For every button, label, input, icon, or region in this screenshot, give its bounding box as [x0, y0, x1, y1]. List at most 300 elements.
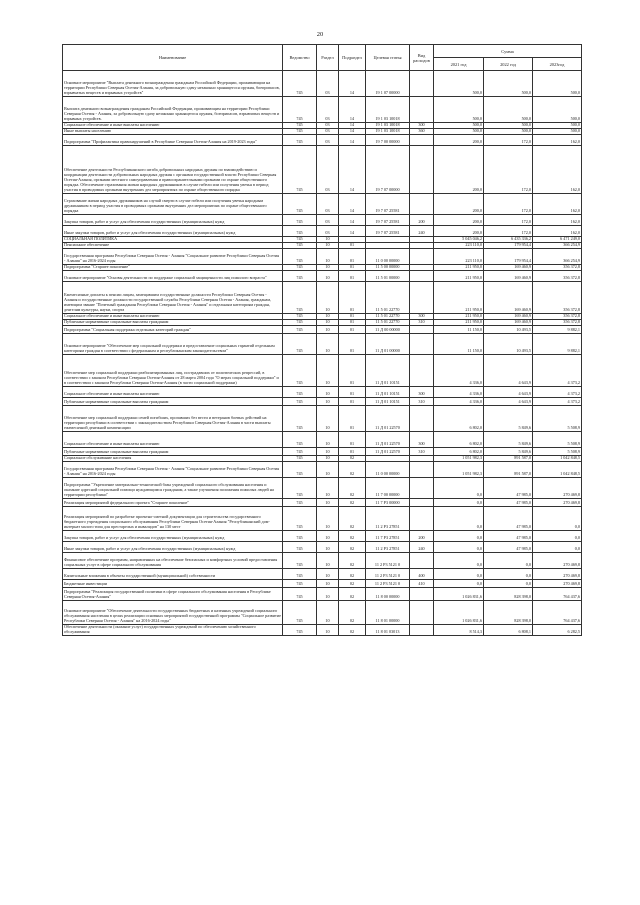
row-name: Основное мероприятие "Обеспечение мер социальной поддержки и предоставление социальных гарантий отдельным категориям граждан в соответствии с федеральным и республиканским законодательством" [63, 334, 283, 355]
row-name: Закупка товаров, работ и услуг для обеспечения государственных (муниципальных) нужд [63, 531, 283, 542]
row-sum-2022: 500,0 [484, 129, 533, 135]
table-row [63, 507, 582, 531]
row-sum-2021: 211 950,0 [434, 265, 484, 271]
row-expense-kind [410, 146, 434, 194]
row-section: 10 [317, 478, 339, 499]
row-expense-kind: 300 [410, 432, 434, 448]
row-sum-2023: 162,0 [533, 215, 582, 226]
row-sum-2022: 891 587,0 [484, 462, 533, 478]
row-section: 10 [317, 542, 339, 553]
row-sum-2023: 764 437,6 [533, 601, 582, 625]
row-sum-2021: 0,0 [434, 507, 484, 531]
row-name: Обеспечение деятельности Республиканского штаба добровольных народных дружин по взаимодействию и координации деятельности добровольных народных дружин с органами государственной власти Республики Северная Осетия-Алания, органами местного самоуправления и правоохранительными органами по охране общественного порядка. Обеспечение страхования жизни народных дружинников в случае гибели или получения увечья в период участия в проводимых органами внутренних дел мероприятиях по охране общественного порядка [63, 146, 283, 194]
row-name: Социальное обеспечение и иные выплаты населению [63, 432, 283, 448]
row-sum-2023: 162,0 [533, 135, 582, 146]
row-expense-kind: 300 [410, 123, 434, 129]
row-sum-2022: 172,0 [484, 135, 533, 146]
row-name: Подпрограмма "Укрепление материально-технической базы учреждений социального обслуживания населения и оказание адресной социальной помощи нуждающимся гражданам, а также улучшения положения пожилых людей на территории республики" [63, 478, 283, 499]
row-sum-2021: 4 336,0 [434, 398, 484, 406]
row-section: 10 [317, 271, 339, 282]
row-ministry: 745 [283, 123, 317, 129]
row-ministry: 745 [283, 265, 317, 271]
row-subsection: 02 [339, 456, 366, 462]
row-expense-kind [410, 249, 434, 265]
row-subsection: 02 [339, 601, 366, 625]
row-ministry: 745 [283, 355, 317, 387]
row-sum-2021: 0,0 [434, 542, 484, 553]
row-name: Основное мероприятие "Основы деятельности по поддержке социальной защищенности лиц пожилого возраста" [63, 271, 283, 282]
row-sum-2023: 500,0 [533, 129, 582, 135]
row-name: Иные выплаты населению [63, 129, 283, 135]
row-ministry: 745 [283, 135, 317, 146]
row-target-article: 11 Д 01 10151 [366, 398, 410, 406]
row-sum-2021: 6 802,0 [434, 406, 484, 432]
table-row [63, 531, 582, 542]
row-expense-kind [410, 406, 434, 432]
row-sum-2022: 0,0 [484, 569, 533, 580]
row-ministry: 745 [283, 249, 317, 265]
row-sum-2022: 179 954,4 [484, 249, 533, 265]
table-row [63, 542, 582, 553]
table-row [63, 97, 582, 123]
table-row [63, 135, 582, 146]
row-sum-2022: 5 849,6 [484, 432, 533, 448]
row-sum-2021: 200,0 [434, 194, 484, 215]
row-expense-kind [410, 71, 434, 97]
row-sum-2023: 356 372,8 [533, 271, 582, 282]
row-name: Государственная программа Республики Северная Осетия - Алания "Социальное развитие Республики Северная Осетия - Алания" на 2016-2024 годы [63, 462, 283, 478]
row-name: Подпрограмма "Социальная поддержка отдельных категорий граждан" [63, 326, 283, 334]
row-ministry: 745 [283, 507, 317, 531]
row-section: 10 [317, 320, 339, 326]
row-section: 03 [317, 146, 339, 194]
row-target-article: 19 7 07 25581 [366, 226, 410, 237]
budget-table [62, 44, 582, 636]
row-ministry: 745 [283, 320, 317, 326]
row-sum-2022: 0,0 [484, 553, 533, 569]
row-section: 10 [317, 243, 339, 249]
row-sum-2021: 500,0 [434, 71, 484, 97]
row-section: 10 [317, 265, 339, 271]
row-sum-2021: 1 026 831,6 [434, 601, 484, 625]
table-row [63, 601, 582, 625]
row-subsection: 14 [339, 71, 366, 97]
row-ministry: 745 [283, 129, 317, 135]
table-row [63, 282, 582, 314]
row-subsection: 01 [339, 398, 366, 406]
row-sum-2022: 4 643,9 [484, 398, 533, 406]
row-ministry: 745 [283, 237, 317, 243]
row-section: 03 [317, 215, 339, 226]
row-sum-2022: 169 460,9 [484, 271, 533, 282]
row-target-article: 11 Д 01 22570 [366, 406, 410, 432]
row-ministry: 745 [283, 215, 317, 226]
row-expense-kind [410, 625, 434, 636]
table-row [63, 271, 582, 282]
row-name: Обеспечение мер социальной поддержки семей погибших, пропавших без вести и ветеранов боевых действий на территории республики в соответствии с законодательством Республики Северная Осетия-Алания в части выплаты ежемесячной денежной компенсации [63, 406, 283, 432]
row-subsection: 14 [339, 215, 366, 226]
row-section: 03 [317, 135, 339, 146]
row-name: Основное мероприятие "Обеспечение деятельности государственных бюджетных и казенных учреждений социального обслуживания населения в целях реализации основных мероприятий государственной программы "Социальное развитие Республики Северная Осетия - Алания" на 2016-2024 годы" [63, 601, 283, 625]
row-section: 10 [317, 507, 339, 531]
table-row [63, 462, 582, 478]
row-name: Публичные нормативные социальные выплаты гражданам [63, 320, 283, 326]
row-sum-2023: 0,0 [533, 531, 582, 542]
row-sum-2021: 200,0 [434, 146, 484, 194]
row-section: 03 [317, 123, 339, 129]
row-sum-2021: 0,0 [434, 499, 484, 507]
row-target-article: 11 Д 01 00000 [366, 334, 410, 355]
table-row [63, 406, 582, 432]
row-target-article: 11 Д 01 10151 [366, 387, 410, 398]
row-subsection: 02 [339, 507, 366, 531]
row-target-article: 11 5 00 00000 [366, 265, 410, 271]
row-sum-2021: 4 336,0 [434, 355, 484, 387]
row-section: 10 [317, 625, 339, 636]
row-subsection: 01 [339, 265, 366, 271]
row-section: 10 [317, 314, 339, 320]
row-sum-2023: 162,0 [533, 226, 582, 237]
row-sum-2022: 169 460,9 [484, 282, 533, 314]
row-sum-2022: 172,0 [484, 146, 533, 194]
row-ministry: 745 [283, 580, 317, 588]
row-sum-2022: 4 643,9 [484, 387, 533, 398]
header-section: Раздел [317, 45, 339, 71]
row-sum-2023: 356 372,8 [533, 282, 582, 314]
table-row [63, 553, 582, 569]
row-sum-2021: 1 051 982,3 [434, 462, 484, 478]
row-sum-2023: 270 469,8 [533, 499, 582, 507]
row-sum-2022: 828 398,0 [484, 588, 533, 601]
row-sum-2021: 500,0 [434, 129, 484, 135]
row-sum-2023: 0,0 [533, 542, 582, 553]
row-sum-2022: 169 460,9 [484, 314, 533, 320]
table-row [63, 569, 582, 580]
row-sum-2023: 270 469,8 [533, 569, 582, 580]
row-name: Закупка товаров, работ и услуг для обеспечения государственных (муниципальных) нужд [63, 215, 283, 226]
row-target-article: 19 1 03 10018 [366, 129, 410, 135]
table-row [63, 432, 582, 448]
row-subsection: 01 [339, 326, 366, 334]
row-target-article: 19 1 03 10018 [366, 123, 410, 129]
row-name: Подпрограмма "Реализация государственной политики в сфере социального обслуживания населения в Республике Северная Осетия-Алания" [63, 588, 283, 601]
row-expense-kind: 240 [410, 542, 434, 553]
row-section: 10 [317, 601, 339, 625]
row-sum-2023: 9 882,1 [533, 326, 582, 334]
row-expense-kind: 400 [410, 569, 434, 580]
row-section: 10 [317, 462, 339, 478]
row-section: 10 [317, 588, 339, 601]
row-section: 03 [317, 97, 339, 123]
row-target-article: 11 Д 00 00000 [366, 326, 410, 334]
row-expense-kind: 200 [410, 215, 434, 226]
row-subsection: 14 [339, 146, 366, 194]
row-sum-2021: 6 802,0 [434, 432, 484, 448]
row-sum-2022: 6 808,1 [484, 625, 533, 636]
row-sum-2022: 4 643,9 [484, 355, 533, 387]
row-target-article: 19 7 07 25581 [366, 215, 410, 226]
row-subsection: 02 [339, 625, 366, 636]
row-subsection: 01 [339, 387, 366, 398]
header-year-2022: 2022 год [484, 58, 533, 71]
row-subsection: 01 [339, 355, 366, 387]
row-sum-2022: 172,0 [484, 226, 533, 237]
row-name: Финансовое обеспечение программ, направленных на обеспечение безопасных и комфортных условий предоставления социальных услуг в сфере социального обслуживания [63, 553, 283, 569]
table-row [63, 387, 582, 398]
row-subsection: 02 [339, 580, 366, 588]
row-ministry: 745 [283, 97, 317, 123]
row-expense-kind [410, 355, 434, 387]
row-expense-kind [410, 588, 434, 601]
row-sum-2022: 6 435 336,2 [484, 237, 533, 243]
row-sum-2021: 500,0 [434, 123, 484, 129]
row-sum-2021: 211 950,0 [434, 282, 484, 314]
row-subsection: 01 [339, 243, 366, 249]
row-sum-2021: 211 950,0 [434, 271, 484, 282]
row-name: Социальное обеспечение и иные выплаты населению [63, 123, 283, 129]
row-sum-2023: 4 373,2 [533, 355, 582, 387]
row-target-article: 11 Д 01 22570 [366, 448, 410, 456]
row-subsection: 14 [339, 194, 366, 215]
row-ministry: 745 [283, 243, 317, 249]
table-row [63, 588, 582, 601]
row-sum-2023: 5 508,9 [533, 448, 582, 456]
row-ministry: 745 [283, 531, 317, 542]
table-row [63, 625, 582, 636]
row-subsection: 02 [339, 462, 366, 478]
row-subsection: 01 [339, 432, 366, 448]
row-sum-2023: 5 508,9 [533, 432, 582, 448]
row-expense-kind [410, 601, 434, 625]
table-row [63, 478, 582, 499]
row-section: 03 [317, 226, 339, 237]
row-name: Публичные нормативные социальные выплаты гражданам [63, 448, 283, 456]
table-row [63, 448, 582, 456]
row-section: 10 [317, 387, 339, 398]
row-ministry: 745 [283, 625, 317, 636]
row-ministry: 745 [283, 448, 317, 456]
row-name: Пенсионное обеспечение [63, 243, 283, 249]
row-expense-kind [410, 507, 434, 531]
row-name: Государственная программа Республики Северная Осетия - Алания "Социальное развитие Республики Северная Осетия - Алания" на 2016-2024 годы [63, 249, 283, 265]
row-ministry: 745 [283, 478, 317, 499]
row-name: Иные закупки товаров, работ и услуг для обеспечения государственных (муниципальных) нужд [63, 542, 283, 553]
row-section: 10 [317, 237, 339, 243]
row-sum-2022: 10 493,5 [484, 334, 533, 355]
table-row [63, 499, 582, 507]
row-target-article: 19 7 07 00000 [366, 146, 410, 194]
row-section: 03 [317, 71, 339, 97]
row-expense-kind [410, 499, 434, 507]
row-target-article: 11 8 00 00000 [366, 588, 410, 601]
row-expense-kind: 360 [410, 129, 434, 135]
row-sum-2021: 200,0 [434, 135, 484, 146]
row-sum-2022: 5 849,6 [484, 448, 533, 456]
row-ministry: 745 [283, 334, 317, 355]
row-name: Реализация мероприятий федерального проекта "Старшее поколение" [63, 499, 283, 507]
row-sum-2022: 0,0 [484, 580, 533, 588]
row-target-article: 19 1 03 10018 [366, 97, 410, 123]
row-target-article: 11 7 00 00000 [366, 478, 410, 499]
row-subsection: 01 [339, 320, 366, 326]
row-sum-2023: 764 437,6 [533, 588, 582, 601]
row-sum-2021: 4 336,0 [434, 387, 484, 398]
row-sum-2022: 47 985,0 [484, 507, 533, 531]
row-sum-2021: 8 514,3 [434, 625, 484, 636]
row-ministry: 745 [283, 406, 317, 432]
row-sum-2021: 0,0 [434, 478, 484, 499]
row-target-article: 11 5 01 22770 [366, 314, 410, 320]
row-target-article: 11 2 Р3 5121 0 [366, 569, 410, 580]
row-sum-2022: 500,0 [484, 123, 533, 129]
row-expense-kind: 240 [410, 226, 434, 237]
row-ministry: 745 [283, 569, 317, 580]
row-sum-2023: 270 469,8 [533, 580, 582, 588]
row-ministry: 745 [283, 542, 317, 553]
row-subsection: 14 [339, 129, 366, 135]
table-row [63, 334, 582, 355]
row-target-article: 11 2 Р3 27851 [366, 542, 410, 553]
row-section: 03 [317, 129, 339, 135]
row-expense-kind: 310 [410, 320, 434, 326]
row-expense-kind [410, 194, 434, 215]
row-ministry: 745 [283, 271, 317, 282]
row-sum-2021: 211 950,0 [434, 314, 484, 320]
row-ministry: 745 [283, 326, 317, 334]
row-ministry: 745 [283, 387, 317, 398]
row-section: 10 [317, 406, 339, 432]
row-subsection: 01 [339, 448, 366, 456]
row-name: Реализация мероприятий по разработке проектно-сметной документации для строительства государственного бюджетного учреждения социального обслуживания Республики Северная Осетия-Алания "Республиканский дом-интернат малого типа для престарелых и инвалидов" на 130 мест [63, 507, 283, 531]
row-subsection: 01 [339, 271, 366, 282]
row-sum-2023: 6 282,5 [533, 625, 582, 636]
table-body [63, 71, 582, 636]
row-sum-2022: 179 954,4 [484, 243, 533, 249]
header-name: Наименование [63, 45, 283, 71]
row-expense-kind [410, 478, 434, 499]
table-row [63, 146, 582, 194]
row-expense-kind [410, 462, 434, 478]
row-sum-2023: 162,0 [533, 146, 582, 194]
row-sum-2023: 6 471 249,0 [533, 237, 582, 243]
row-expense-kind [410, 135, 434, 146]
row-name: Капитальные вложения в объекты государственной (муниципальной) собственности [63, 569, 283, 580]
row-section: 10 [317, 282, 339, 314]
row-section: 10 [317, 326, 339, 334]
row-name: СОЦИАЛЬНАЯ ПОЛИТИКА [63, 237, 283, 243]
row-target-article: 11 5 01 22770 [366, 320, 410, 326]
row-name: Социальное обеспечение и иные выплаты населению [63, 314, 283, 320]
row-name: Обеспечение деятельности (оказание услуг) государственных учреждений по обеспечению хозяйственного обслуживания [63, 625, 283, 636]
row-name: Обеспечение мер социальной поддержки реабилитированных лиц, пострадавших от политических репрессий, в соответствии с законом Республики Северная Осетия-Алания от 28 марта 2004 года "О мерах социальной поддержки" и в соответствии с законом Республики Северная Осетия-Алания (в части социальной поддержки) [63, 355, 283, 387]
row-sum-2021: 211 950,0 [434, 320, 484, 326]
row-subsection: 14 [339, 135, 366, 146]
row-ministry: 745 [283, 146, 317, 194]
row-ministry: 745 [283, 456, 317, 462]
row-sum-2022: 47 985,0 [484, 531, 533, 542]
row-target-article: 11 Д 01 22570 [366, 432, 410, 448]
row-subsection: 01 [339, 334, 366, 355]
row-sum-2023: 356 372,8 [533, 314, 582, 320]
row-subsection: 02 [339, 569, 366, 580]
row-sum-2021: 0,0 [434, 569, 484, 580]
table-row [63, 326, 582, 334]
row-sum-2023: 162,0 [533, 194, 582, 215]
header-year-2023: 2023год [533, 58, 582, 71]
row-sum-2021: 0,0 [434, 553, 484, 569]
row-sum-2023: 5 508,9 [533, 406, 582, 432]
row-target-article: 11 0 00 00000 [366, 249, 410, 265]
row-sum-2023: 1 042 848,5 [533, 456, 582, 462]
header-expense-kind: Вид расходов [410, 45, 434, 71]
row-section: 10 [317, 355, 339, 387]
row-section: 10 [317, 249, 339, 265]
row-ministry: 745 [283, 553, 317, 569]
row-sum-2023: 356 372,8 [533, 320, 582, 326]
row-sum-2022: 500,0 [484, 71, 533, 97]
row-section: 10 [317, 499, 339, 507]
row-expense-kind: 300 [410, 387, 434, 398]
row-ministry: 745 [283, 71, 317, 97]
row-target-article: 11 Д 01 10151 [366, 355, 410, 387]
row-sum-2022: 172,0 [484, 215, 533, 226]
page-number: 20 [316, 31, 324, 38]
table-row [63, 194, 582, 215]
row-sum-2022: 10 493,5 [484, 326, 533, 334]
row-sum-2021: 11 150,0 [434, 334, 484, 355]
row-subsection: 01 [339, 314, 366, 320]
table-row [63, 398, 582, 406]
row-target-article: 11 2 Р3 5121 0 [366, 553, 410, 569]
row-sum-2021: 11 150,0 [434, 326, 484, 334]
row-sum-2021: 200,0 [434, 215, 484, 226]
row-subsection: 01 [339, 282, 366, 314]
row-sum-2023: 366 254,9 [533, 249, 582, 265]
row-name: Социальное обслуживание населения [63, 456, 283, 462]
row-expense-kind [410, 334, 434, 355]
table-row [63, 226, 582, 237]
row-sum-2022: 500,0 [484, 97, 533, 123]
row-ministry: 745 [283, 432, 317, 448]
row-sum-2022: 169 460,9 [484, 265, 533, 271]
row-section: 10 [317, 456, 339, 462]
row-expense-kind: 310 [410, 398, 434, 406]
row-name: Бюджетные инвестиции [63, 580, 283, 588]
row-subsection: 02 [339, 531, 366, 542]
row-sum-2023: 270 469,8 [533, 553, 582, 569]
row-subsection: 02 [339, 499, 366, 507]
row-name: Публичные нормативные социальные выплаты гражданам [63, 398, 283, 406]
row-sum-2022: 828 398,0 [484, 601, 533, 625]
row-name: Страхование жизни народных дружинников на случай смерти в случае гибели или получения увечья народным дружинником в период участия в проводимых органами внутренних дел мероприятиях по охране общественного порядка [63, 194, 283, 215]
row-ministry: 745 [283, 314, 317, 320]
row-target-article: 11 2 Р3 27851 [366, 507, 410, 531]
row-sum-2023: 356 372,8 [533, 265, 582, 271]
row-section: 10 [317, 432, 339, 448]
row-section: 10 [317, 580, 339, 588]
row-section: 10 [317, 334, 339, 355]
row-sum-2023: 500,0 [533, 123, 582, 129]
row-subsection: 14 [339, 226, 366, 237]
header-target-article: Целевая статья [366, 45, 410, 71]
row-target-article: 19 1 07 00000 [366, 71, 410, 97]
row-sum-2022: 172,0 [484, 194, 533, 215]
row-target-article: 11 5 01 22770 [366, 282, 410, 314]
row-sum-2023: 270 469,8 [533, 478, 582, 499]
row-sum-2021: 200,0 [434, 226, 484, 237]
row-expense-kind: 200 [410, 531, 434, 542]
row-subsection: 01 [339, 249, 366, 265]
